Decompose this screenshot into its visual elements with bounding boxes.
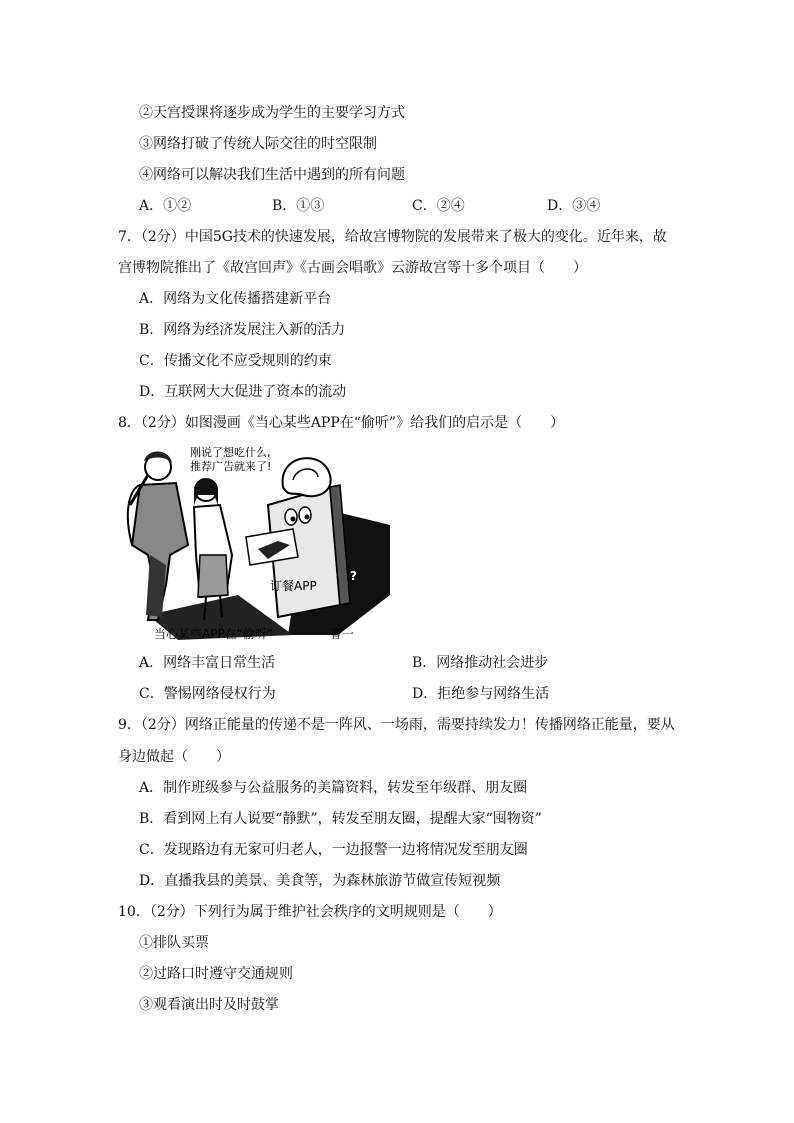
q7-option-d[interactable]: D．互联网大大促进了资本的流动 <box>139 384 347 400</box>
cartoon-app-label: 订餐APP <box>270 579 317 593</box>
q8-option-b[interactable]: B．网络推动社会进步 <box>412 655 549 671</box>
q9-stem-line2: 身边做起（ ） <box>118 749 230 765</box>
q10-stem: 10．（2分）下列行为属于维护社会秩序的文明规则是（ ） <box>118 904 502 920</box>
q7-stem-line1: 7．（2分）中国5G技术的快速发展，给故宫博物院的发展带来了极大的变化。近年来，故 <box>118 229 667 245</box>
q6-option-d[interactable]: D．③④ <box>547 198 601 214</box>
q9-option-c[interactable]: C．发现路边有无家可归老人，一边报警一边将情况发至朋友圈 <box>139 842 528 858</box>
q8-option-a[interactable]: A．网络丰富日常生活 <box>139 655 276 671</box>
cartoon-author: 曹一 <box>330 627 355 641</box>
q6-item-4: ④网络可以解决我们生活中遇到的所有问题 <box>139 167 405 183</box>
q10-item-3: ③观看演出时及时鼓掌 <box>139 997 279 1013</box>
q8-option-d[interactable]: D．拒绝参与网络生活 <box>412 686 550 702</box>
cartoon-bubble-line1: 刚说了想吃什么, <box>190 446 271 459</box>
q10-item-1: ①排队买票 <box>139 935 209 951</box>
q8-stem: 8．（2分）如图漫画《当心某些APP在“偷听”》给我们的启示是（ ） <box>118 415 565 431</box>
q8-option-c[interactable]: C．警惕网络侵权行为 <box>139 686 276 702</box>
q7-stem-line2: 宫博物院推出了《故宫回声》《古画会唱歌》云游故宫等十多个项目（ ） <box>118 260 587 276</box>
q6-option-c[interactable]: C．②④ <box>412 198 465 214</box>
cartoon-bubble-line2: 推荐广告就来了! <box>190 460 272 473</box>
q9-option-a[interactable]: A．制作班级参与公益服务的美篇资料，转发至年级群、朋友圈 <box>139 780 528 796</box>
q10-item-2: ②过路口时遵守交通规则 <box>139 966 293 982</box>
q7-option-b[interactable]: B．网络为经济发展注入新的活力 <box>139 322 346 338</box>
q9-option-b[interactable]: B．看到网上有人说要“静默”，转发至朋友圈，提醒大家“囤物资” <box>139 811 542 827</box>
q7-option-c[interactable]: C．传播文化不应受规则的约束 <box>139 353 332 369</box>
cartoon-caption: 当心某些APP在“偷听” <box>154 627 274 641</box>
q9-stem-line1: 9．（2分）网络正能量的传递不是一阵风、一场雨，需要持续发力！传播网络正能量，要从 <box>118 717 675 733</box>
q6-option-a[interactable]: A．①② <box>139 198 192 214</box>
q6-option-b[interactable]: B．①③ <box>272 198 325 214</box>
cartoon-image <box>118 445 390 645</box>
q6-item-2: ②天宫授课将逐步成为学生的主要学习方式 <box>139 105 405 121</box>
q7-option-a[interactable]: A．网络为文化传播搭建新平台 <box>139 291 332 307</box>
cartoon-question-mark: ? <box>350 569 357 583</box>
q9-option-d[interactable]: D．直播我县的美景、美食等，为森林旅游节做宣传短视频 <box>139 873 501 889</box>
q6-options <box>0 196 794 216</box>
q6-item-3: ③网络打破了传统人际交往的时空限制 <box>139 136 377 152</box>
